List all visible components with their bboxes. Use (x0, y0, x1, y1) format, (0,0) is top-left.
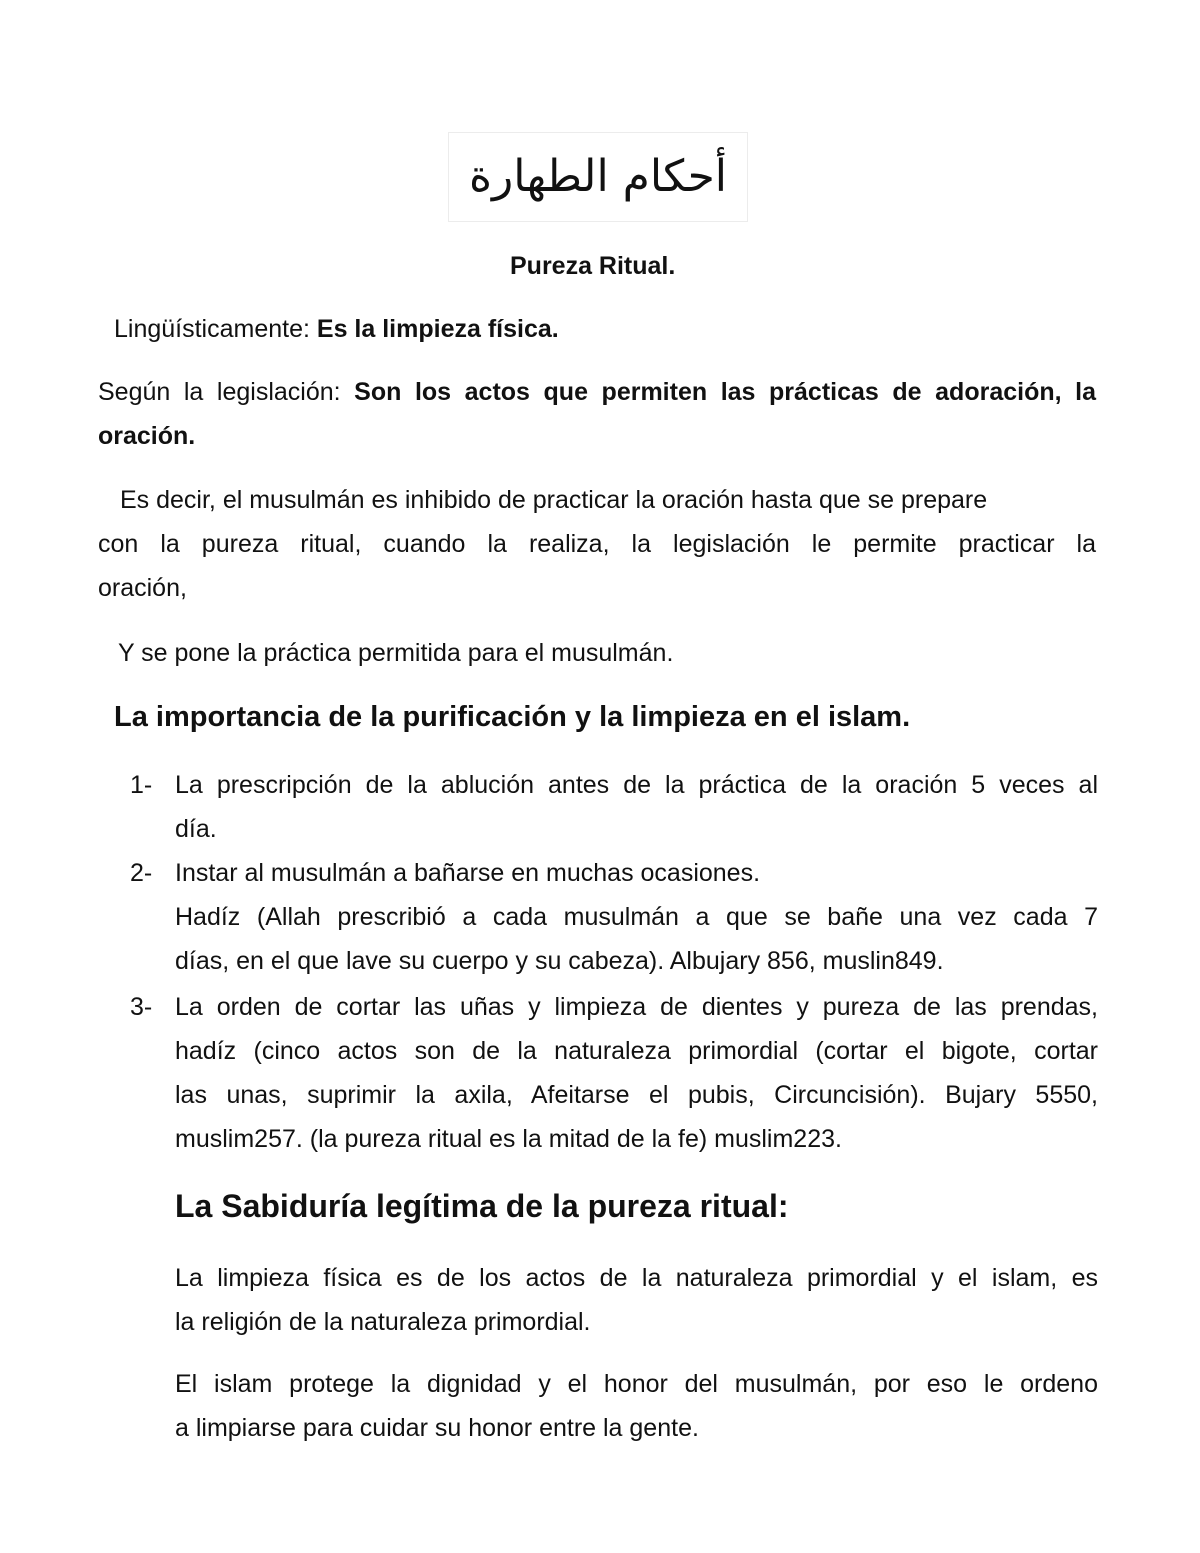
legal-label: Según la legislación: (98, 378, 355, 406)
wisdom-paragraph2-line1: El islam protege la dignidad y el honor del musulmán, por eso le ordeno (175, 1370, 1098, 1398)
arabic-title-image (448, 132, 748, 222)
legal-text-line2: oración. (98, 422, 196, 450)
list-item-number: 3- (130, 993, 153, 1021)
list-item-line: Hadíz (Allah prescribió a cada musulmán a que se bañe una vez cada 7 (175, 903, 1098, 931)
legal-definition-line1 (98, 370, 1096, 414)
explanation-line1: Es decir, el musulmán es inhibido de practicar la oración hasta que se prepare (120, 486, 988, 514)
list-item-line: muslim257. (la pureza ritual es la mitad de la fe) muslim223. (175, 1125, 842, 1153)
wisdom-paragraph1-line2: la religión de la naturaleza primordial. (175, 1308, 591, 1336)
arabic-title: أحكام الطهارة (468, 151, 728, 202)
permitted-practice-note: Y se pone la práctica permitida para el musulmán. (118, 639, 674, 667)
list-item-line: las unas, suprimir la axila, Afeitarse el pubis, Circuncisión). Bujary 5550, (175, 1081, 1098, 1109)
wisdom-paragraph1-line1: La limpieza física es de los actos de la naturaleza primordial y el islam, es (175, 1264, 1098, 1292)
explanation-line3: oración, (98, 574, 187, 602)
list-item-line: día. (175, 815, 217, 843)
explanation-line2: con la pureza ritual, cuando la realiza, la legislación le permite practicar la (98, 530, 1096, 558)
list-item-line: días, en el que lave su cuerpo y su cabeza). Albujary 856, muslin849. (175, 947, 944, 975)
wisdom-paragraph2-line2: a limpiarse para cuidar su honor entre la gente. (175, 1414, 699, 1442)
list-item-line: hadíz (cinco actos son de la naturaleza primordial (cortar el bigote, cortar (175, 1037, 1098, 1065)
wisdom-heading: La Sabiduría legítima de la pureza ritual: (175, 1188, 789, 1224)
legal-text-line1: Son los actos que permiten las prácticas de adoración, la (354, 378, 1096, 406)
page-title: Pureza Ritual. (510, 252, 676, 280)
linguistic-definition (114, 307, 559, 351)
linguistic-label: Lingüísticamente: (114, 315, 317, 343)
linguistic-text: Es la limpieza física. (316, 315, 559, 343)
list-item-line: La prescripción de la ablución antes de la práctica de la oración 5 veces al (175, 771, 1098, 799)
list-item-line: Instar al musulmán a bañarse en muchas ocasiones. (175, 859, 761, 887)
list-item-number: 2- (130, 859, 153, 887)
list-item-number: 1- (130, 771, 153, 799)
importance-heading: La importancia de la purificación y la limpieza en el islam. (114, 701, 911, 733)
list-item-line: La orden de cortar las uñas y limpieza de dientes y pureza de las prendas, (175, 993, 1098, 1021)
